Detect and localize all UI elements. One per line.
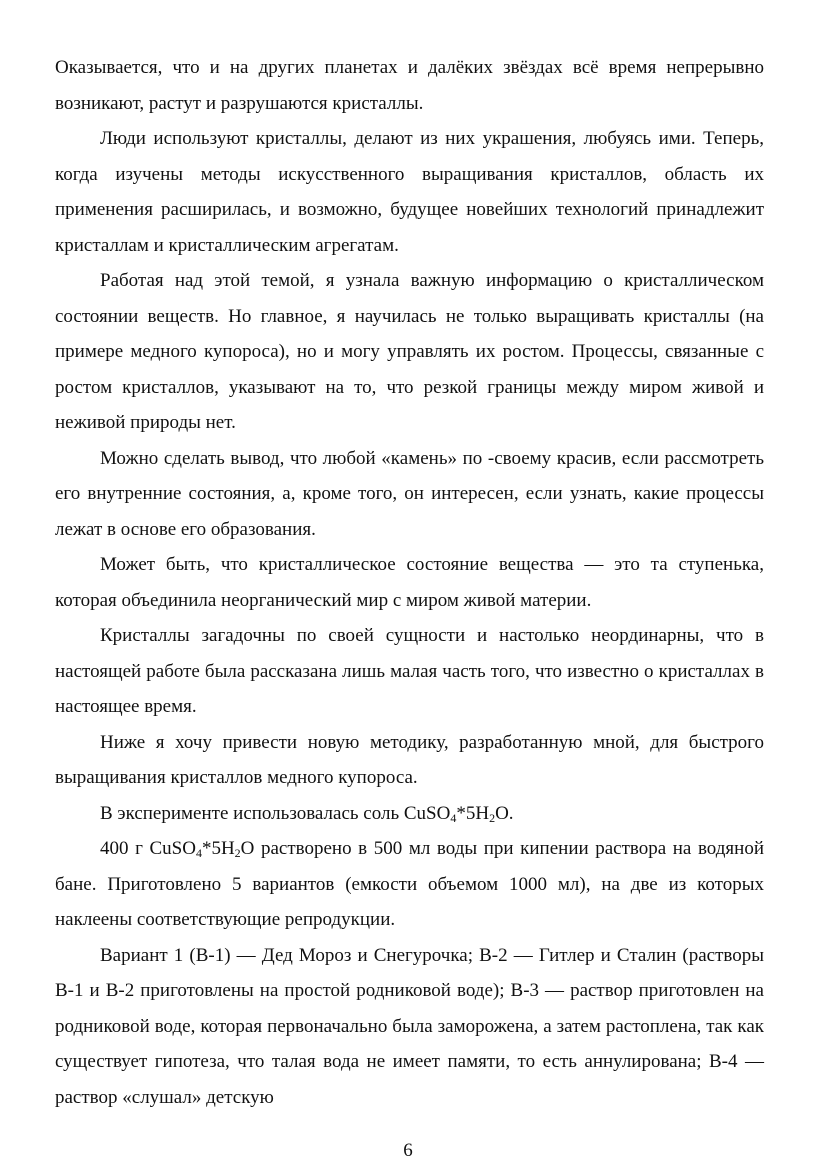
formula-text-after: O. [495,802,514,824]
paragraph-4: Можно сделать вывод, что любой «камень» по -своему красив, если рассмотреть его внутренние состояния, а, кроме того, он интересен, если узнать, какие процессы лежат в основе его образования. [55,447,764,540]
solution-subscript-2: 2 [234,846,241,860]
paragraph-6: Кристаллы загадочны по своей сущности и настолько неординарны, что в настоящей работе была рассказана лишь малая часть того, что известно о кристаллах в настоящее время. [55,625,764,717]
paragraph-7: Ниже я хочу привести новую методику, разработанную мной, для быстрого выращивания кристаллов медного купороса. [55,731,764,788]
solution-text-mid: *5H [201,838,235,859]
paragraph-salt-formula [55,796,764,832]
formula-text-mid: *5H [456,802,490,824]
solution-subscript-4: 4 [195,846,202,860]
paragraph-solution [55,831,764,938]
formula-subscript-4: 4 [450,810,457,825]
paragraph-5: Может быть, что кристаллическое состояние вещества — это та ступенька, которая объединила неорганический мир с миром живой материи. [55,554,764,611]
paragraph-3: Работая над этой темой, я узнала важную информацию о кристаллическом состоянии веществ. Но главное, я научилась не только выращивать кристаллы (на примере медного купороса), но и могу управлять их ростом. Процессы, связанные с ростом кристаллов, указывают на то, что резкой границы между миром живой и неживой природы нет. [55,270,764,433]
solution-text-after: O растворено в 500 мл воды при кипении раствора на водяной бане. Приготовлено 5 вариантов (емкости объемом 1000 мл), на две из которых наклеены соответствующие репродукции. [55,838,764,930]
paragraph-2: Люди используют кристаллы, делают из них украшения, любуясь ими. Теперь, когда изучены методы искусственного выращивания кристаллов, область их применения расширилась, и возможно, будущее новейших технологий принадлежит кристаллам и кристаллическим агрегатам. [55,128,764,256]
paragraph-variants: Вариант 1 (В-1) — Дед Мороз и Снегурочка; В-2 — Гитлер и Сталин (растворы В-1 и В-2 приготовлены на простой родниковой воде); В-3 — раствор приготовлен на родниковой воде, которая первоначально была заморожена, а затем растоплена, так как существует гипотеза, что талая вода не имеет памяти, то есть аннулирована; В-4 — раствор «слушал» детскую [55,944,764,1108]
document-page [55,50,764,1115]
page-number: 6 [403,1140,413,1161]
paragraph-1: Оказывается, что и на других планетах и далёких звёздах всё время непрерывно возникают, растут и разрушаются кристаллы. [55,57,764,114]
solution-text-before: 400 г CuSO [100,838,196,859]
formula-text-before: В эксперименте использовалась соль CuSO [100,802,451,824]
formula-subscript-2: 2 [489,810,496,825]
